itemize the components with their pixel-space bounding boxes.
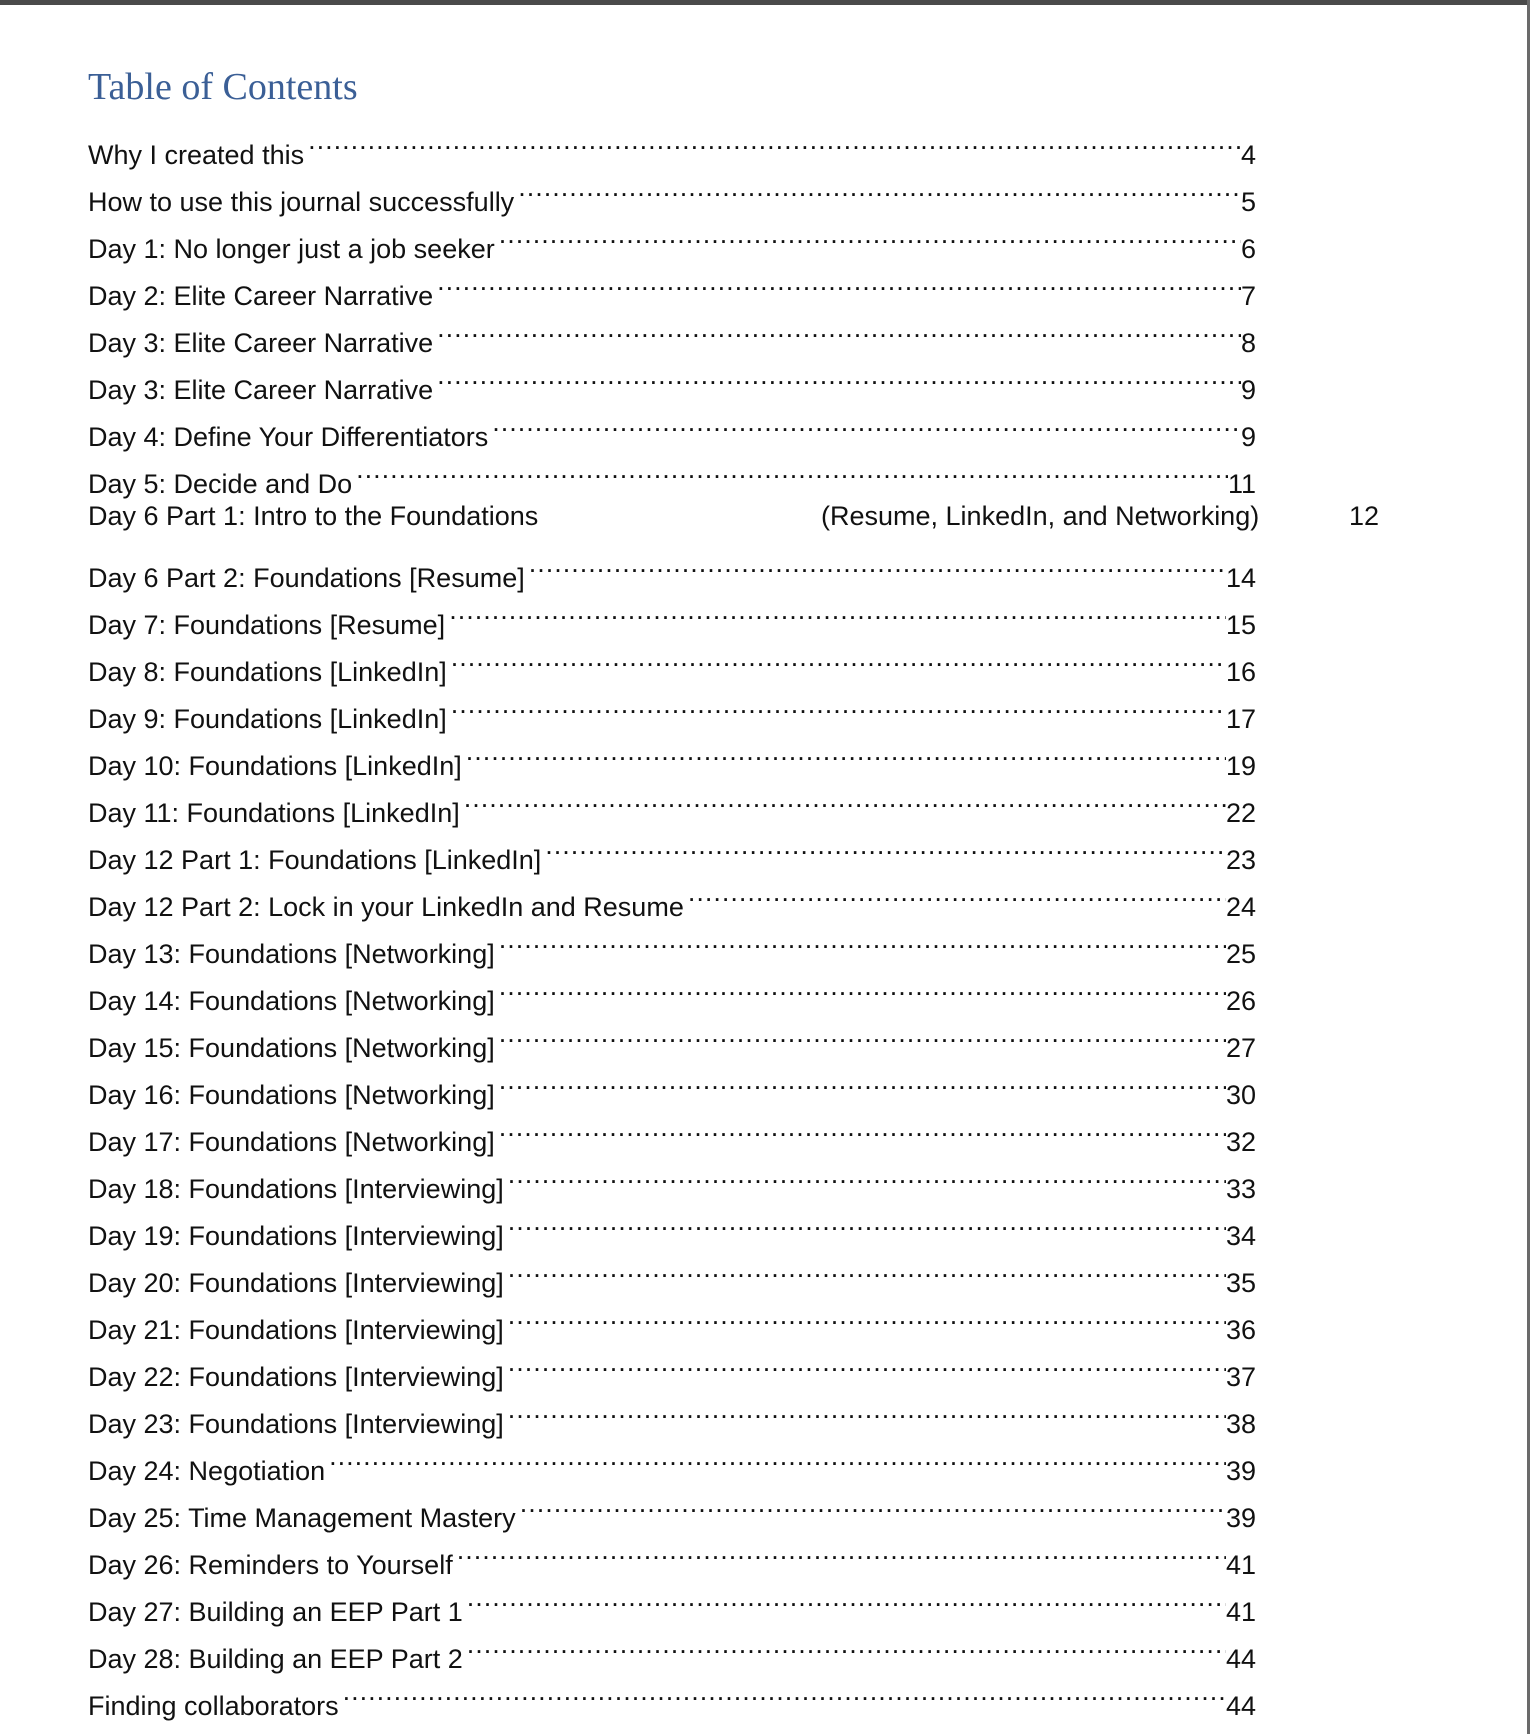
toc-entry-page-number: 23 xyxy=(1225,845,1256,875)
toc-entry-label: Day 22: Foundations [Interviewing] xyxy=(88,1362,504,1392)
toc-entry-page-number: 25 xyxy=(1225,939,1256,969)
toc-dot-leader xyxy=(308,117,1241,164)
toc-entry-label: Day 26: Reminders to Yourself xyxy=(88,1550,453,1580)
toc-entry-page-number: 17 xyxy=(1225,704,1256,734)
toc-entry-subtitle: (Resume, LinkedIn, and Networking) xyxy=(821,501,1260,531)
toc-entry-page-number: 19 xyxy=(1225,751,1256,781)
toc-dot-leader xyxy=(451,634,1226,681)
toc-entry-label: Day 5: Decide and Do xyxy=(88,469,353,499)
toc-dot-leader xyxy=(499,963,1226,1010)
toc-entry-label: Day 17: Foundations [Networking] xyxy=(88,1127,495,1157)
toc-entry-page-number: 24 xyxy=(1225,892,1256,922)
toc-entry-page-number: 35 xyxy=(1225,1268,1256,1298)
toc-entry-page-number: 22 xyxy=(1225,798,1256,828)
toc-entry-label: Day 7: Foundations [Resume] xyxy=(88,610,446,640)
toc-entry-label: Day 13: Foundations [Networking] xyxy=(88,939,495,969)
toc-dot-leader xyxy=(437,258,1241,305)
toc-entry-page-number: 41 xyxy=(1225,1597,1256,1627)
toc-entry-label: Day 16: Foundations [Networking] xyxy=(88,1080,495,1110)
toc-entry-page-number: 39 xyxy=(1225,1503,1256,1533)
toc-entry-page-number: 5 xyxy=(1240,187,1256,217)
toc-entry-page-number: 8 xyxy=(1240,328,1256,358)
toc-entry-page-number: 38 xyxy=(1225,1409,1256,1439)
toc-entry-label: Day 18: Foundations [Interviewing] xyxy=(88,1174,504,1204)
toc-entry-page-number: 15 xyxy=(1225,610,1256,640)
toc-dot-leader xyxy=(508,1245,1226,1292)
toc-entry-page-number: 32 xyxy=(1225,1127,1256,1157)
toc-dot-leader xyxy=(467,1574,1226,1621)
toc-entry-label: Day 21: Foundations [Interviewing] xyxy=(88,1315,504,1345)
toc-entry-label: Finding collaborators xyxy=(88,1691,339,1721)
toc-entry-page-number: 30 xyxy=(1225,1080,1256,1110)
toc-entry-label: Day 15: Foundations [Networking] xyxy=(88,1033,495,1063)
toc-entry-page-number: 41 xyxy=(1225,1550,1256,1580)
toc-dot-leader xyxy=(499,1010,1226,1057)
toc-dot-leader xyxy=(545,822,1226,869)
toc-entry-label: Day 3: Elite Career Narrative xyxy=(88,328,434,358)
toc-dot-leader xyxy=(508,1151,1226,1198)
toc-entry-page-number: 34 xyxy=(1225,1221,1256,1251)
toc-dot-leader xyxy=(508,1198,1226,1245)
toc-entry-page-number: 33 xyxy=(1225,1174,1256,1204)
toc-dot-leader xyxy=(499,1057,1226,1104)
toc-entry-page-number: 11 xyxy=(1227,469,1256,499)
toc-dot-leader xyxy=(464,775,1226,822)
toc-entry-label: Day 11: Foundations [LinkedIn] xyxy=(88,798,460,828)
toc-entry[interactable] xyxy=(88,117,1256,170)
toc-entry-label: Day 9: Foundations [LinkedIn] xyxy=(88,704,447,734)
toc-entry-label: Day 20: Foundations [Interviewing] xyxy=(88,1268,504,1298)
toc-entry-page-number: 6 xyxy=(1240,234,1256,264)
toc-dot-leader xyxy=(499,916,1226,963)
toc-entry-label: Day 6 Part 2: Foundations [Resume] xyxy=(88,563,525,593)
toc-entry-label: How to use this journal successfully xyxy=(88,187,515,217)
toc-entry-label: Day 14: Foundations [Networking] xyxy=(88,986,495,1016)
toc-entry-page-number: 39 xyxy=(1225,1456,1256,1486)
toc-dot-leader xyxy=(520,1480,1226,1527)
toc-dot-leader xyxy=(499,211,1241,258)
toc-entry-label: Day 1: No longer just a job seeker xyxy=(88,234,495,264)
toc-entry-label: Day 25: Time Management Mastery xyxy=(88,1503,516,1533)
toc-dot-leader xyxy=(508,1386,1226,1433)
toc-dot-leader xyxy=(451,681,1226,728)
toc-entry-label: Day 2: Elite Career Narrative xyxy=(88,281,434,311)
toc-dot-leader xyxy=(499,1104,1226,1151)
toc-dot-leader xyxy=(466,728,1226,775)
toc-entry-label: Day 27: Building an EEP Part 1 xyxy=(88,1597,463,1627)
toc-entry-label: Day 6 Part 1: Intro to the Foundations xyxy=(88,501,539,531)
toc-dot-leader xyxy=(329,1433,1226,1480)
toc-title: Table of Contents xyxy=(88,66,358,108)
toc-entry-page-number: 26 xyxy=(1225,986,1256,1016)
toc-entry-label: Day 24: Negotiation xyxy=(88,1456,326,1486)
toc-entry-page-number: 16 xyxy=(1225,657,1256,687)
toc-entry[interactable] xyxy=(88,493,1380,540)
toc-entry-page-number: 36 xyxy=(1225,1315,1256,1345)
toc-entry-page-number: 9 xyxy=(1240,422,1256,452)
toc-dot-leader xyxy=(467,1621,1226,1668)
toc-entry-label: Day 19: Foundations [Interviewing] xyxy=(88,1221,504,1251)
toc-entry-label: Day 28: Building an EEP Part 2 xyxy=(88,1644,463,1674)
toc-dot-leader xyxy=(343,1668,1226,1715)
toc-entry-page-number: 7 xyxy=(1240,281,1256,311)
toc-entry-label: Day 12 Part 1: Foundations [LinkedIn] xyxy=(88,845,542,875)
toc-dot-leader xyxy=(518,164,1241,211)
toc-dot-leader xyxy=(457,1527,1226,1574)
toc-entry-label: Day 23: Foundations [Interviewing] xyxy=(88,1409,504,1439)
toc-entry-label: Day 3: Elite Career Narrative xyxy=(88,375,434,405)
toc-dot-leader xyxy=(688,869,1226,916)
toc-entry-label: Day 12 Part 2: Lock in your LinkedIn and Resume xyxy=(88,892,684,922)
toc-dot-leader xyxy=(449,587,1226,634)
toc-entry-page-number: 37 xyxy=(1225,1362,1256,1392)
toc-entry-label: Day 10: Foundations [LinkedIn] xyxy=(88,751,462,781)
toc-dot-leader xyxy=(508,1292,1226,1339)
toc-entry-label: Day 8: Foundations [LinkedIn] xyxy=(88,657,447,687)
toc-list xyxy=(88,117,1380,1721)
toc-entry-page-number: 4 xyxy=(1240,140,1256,170)
toc-dot-leader xyxy=(508,1339,1226,1386)
toc-entry-page-number: 9 xyxy=(1240,375,1256,405)
toc-entry-page-number: 44 xyxy=(1225,1691,1256,1721)
document-page xyxy=(0,5,1525,1734)
toc-entry-page-number: 27 xyxy=(1225,1033,1256,1063)
toc-entry-page-number: 14 xyxy=(1225,563,1256,593)
toc-entry[interactable] xyxy=(88,540,1256,593)
toc-dot-leader xyxy=(356,446,1228,493)
toc-dot-leader xyxy=(437,352,1241,399)
toc-entry-label: Day 4: Define Your Differentiators xyxy=(88,422,489,452)
toc-entry-page-number: 44 xyxy=(1225,1644,1256,1674)
toc-dot-leader xyxy=(529,540,1226,587)
toc-dot-leader xyxy=(492,399,1241,446)
toc-entry-label: Why I created this xyxy=(88,140,305,170)
toc-dot-leader xyxy=(437,305,1241,352)
toc-entry-page-number: 12 xyxy=(1349,501,1380,531)
